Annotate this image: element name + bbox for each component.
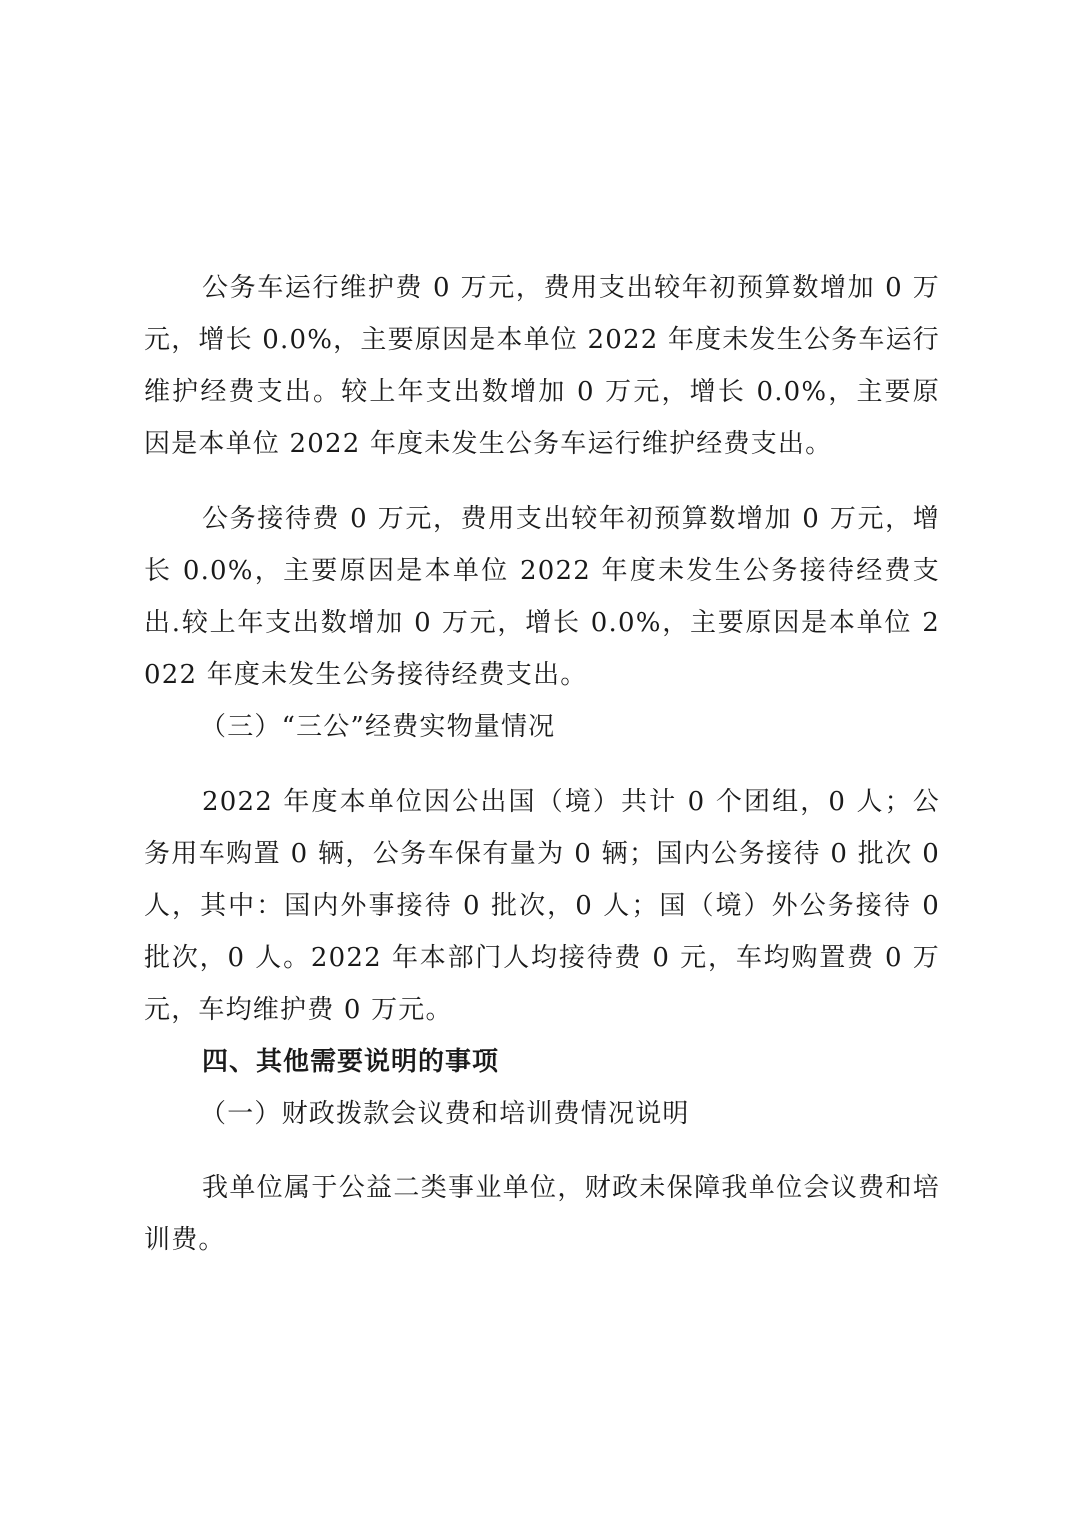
section-heading-meeting-training-fees: （一）财政拨款会议费和培训费情况说明	[200, 1099, 690, 1129]
paragraph-meeting-training-fees: 我单位属于公益二类事业单位，财政未保障我单位会议费和培训费。	[144, 1173, 940, 1255]
paragraph-vehicle-maintenance: 公务车运行维护费 0 万元，费用支出较年初预算数增加 0 万元，增长 0.0%，主要原因是本单位 2022 年度未发生公务车运行维护经费支出。较上年支出数增加 0 万元，增长 0.0%，主要原因是本单位 2022 年度未发生公务车运行维护经费支出。	[144, 273, 940, 459]
section-heading-three-public-quantities: （三）“三公”经费实物量情况	[200, 712, 556, 742]
part-heading-other-matters: 四、其他需要说明的事项	[202, 1047, 500, 1077]
paragraph-official-reception: 公务接待费 0 万元，费用支出较年初预算数增加 0 万元，增长 0.0%，主要原因是本单位 2022 年度未发生公务接待经费支出.较上年支出数增加 0 万元，增长 0.0%，主要原因是本单位 2022 年度未发生公务接待经费支出。	[144, 504, 940, 690]
document-body	[144, 262, 940, 1266]
paragraph-three-public-quantities: 2022 年度本单位因公出国（境）共计 0 个团组，0 人；公务用车购置 0 辆，公务车保有量为 0 辆；国内公务接待 0 批次 0 人，其中：国内外事接待 0 批次，0 人；国（境）外公务接待 0 批次，0 人。2022 年本部门人均接待费 0 元，车均购置费 0 万元，车均维护费 0 万元。	[144, 787, 940, 1025]
